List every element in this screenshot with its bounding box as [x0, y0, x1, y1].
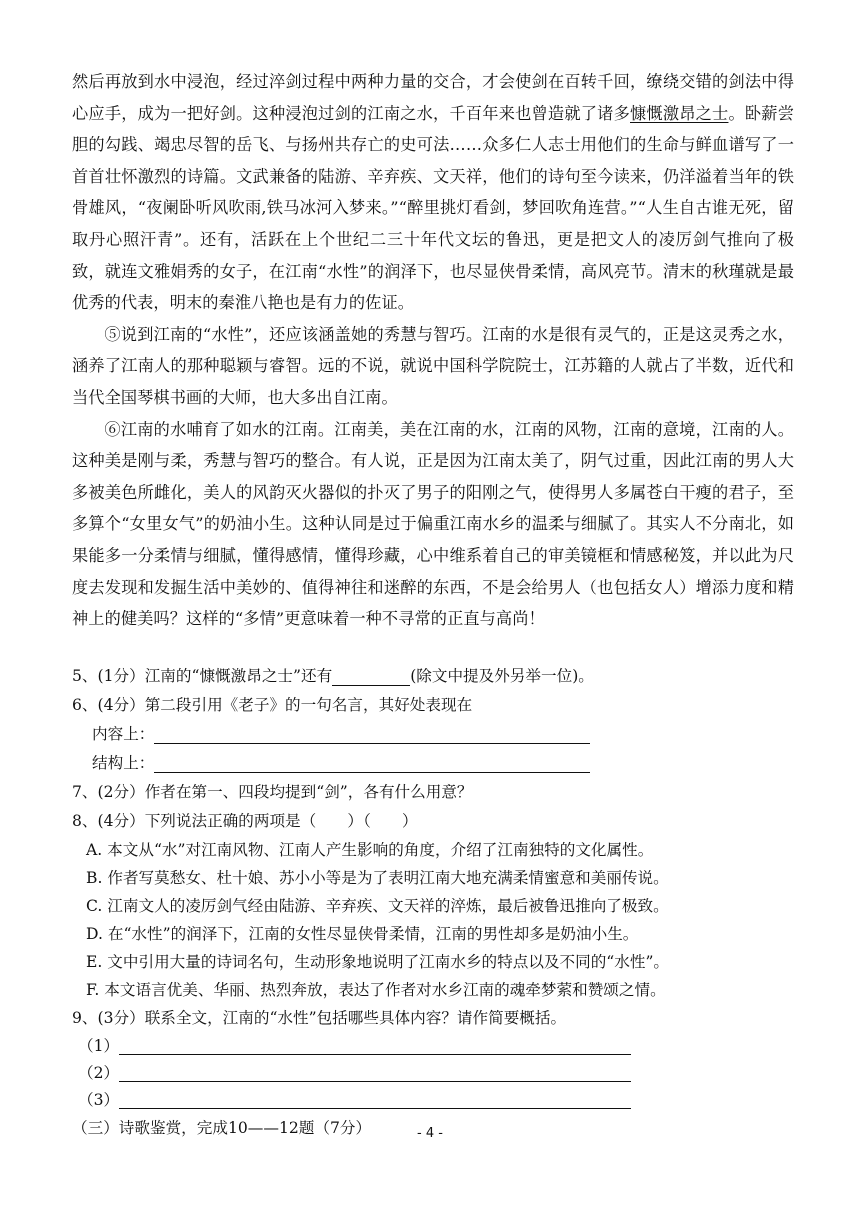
question-8-option-b: B. 作者写莫愁女、杜十娘、苏小小等是为了表明江南大地充满柔情蜜意和美丽传说。	[86, 869, 669, 887]
question-6-structure-line: 结构上：	[72, 749, 812, 778]
question-8: 8、(4分）下列说法正确的两项是（ ）（ ）	[72, 812, 418, 830]
question-8-option-a: A. 本文从“水”对江南风物、江南人产生影响的角度，介绍了江南独特的文化属性。	[86, 841, 654, 859]
question-6-structure-blank[interactable]	[154, 752, 590, 773]
question-6: 6、(4分）第二段引用《老子》的一句名言，其好处表现在	[72, 696, 473, 714]
question-5-blank[interactable]	[332, 665, 410, 686]
underlined-phrase: 慷慨激昂之士	[630, 103, 729, 123]
question-9-blank-1[interactable]	[119, 1034, 631, 1055]
question-section	[72, 662, 812, 1143]
question-7: 7、(2分）作者在第一、四段均提到“剑”，各有什么用意？	[72, 783, 473, 801]
reading-passage	[72, 66, 794, 635]
question-9-answer-2: （2）	[72, 1060, 812, 1087]
paragraph-4-continued: 然后再放到水中浸泡，经过淬剑过程中两种力量的交合，才会使剑在百转千回，缭绕交错的剑法中得心应手，成为一把好剑。这种浸泡过剑的江南之水，千百年来也曾造就了诸多慷慨激昂之士。卧薪尝胆的勾践、竭忠尽智的岳飞、与扬州共存亡的史可法……众多仁人志士用他们的生命与鲜血谱写了一首首壮怀激烈的诗篇。文武兼备的陆游、辛弃疾、文天祥，他们的诗句至今读来，仍洋溢着当年的铁骨雄风，“夜阑卧听风吹雨,铁马冰河入梦来。”“醉里挑灯看剑，梦回吹角连营。”“人生自古谁无死，留取丹心照汗青”。还有，活跃在上个世纪二三十年代文坛的鲁迅，更是把文人的凌厉剑气推向了极致，就连文雅娟秀的女子，在江南“水性”的润泽下，也尽显侠骨柔情，高风亮节。清末的秋瑾就是最优秀的代表，明末的秦淮八艳也是有力的佐证。	[72, 72, 794, 313]
paragraph-5: ⑤说到江南的“水性”，还应该涵盖她的秀慧与智巧。江南的水是很有灵气的，正是这灵秀之水，涵养了江南人的那种聪颖与睿智。远的不说，就说中国科学院院士，江苏籍的人就占了半数，近代和当代全国琴棋书画的大师，也大多出自江南。	[72, 324, 794, 407]
question-9-blank-3[interactable]	[119, 1088, 631, 1109]
paragraph-6: ⑥江南的水哺育了如水的江南。江南美，美在江南的水，江南的风物，江南的意境，江南的人。这种美是刚与柔，秀慧与智巧的整合。有人说，正是因为江南太美了，阴气过重，因此江南的男人大多被美色所雌化，美人的风韵灭火器似的扑灭了男子的阳刚之气，使得男人多属苍白干瘦的君子，至多算个“女里女气”的奶油小生。这种认同是过于偏重江南水乡的温柔与细腻了。其实人不分南北，如果能多一分柔情与细腻，懂得感情，懂得珍藏，心中维系着自己的审美镜框和情感秘笈，并以此为尺度去发现和发掘生活中美妙的、值得神往和迷醉的东西，不是会给男人（也包括女人）增添力度和精神上的健美吗？这样的“多情”更意味着一种不寻常的正直与高尚！	[72, 419, 794, 629]
question-8-option-f: F. 本文语言优美、华丽、热烈奔放，表达了作者对水乡江南的魂牵梦萦和赞颂之情。	[86, 981, 666, 999]
question-9-blank-2[interactable]	[119, 1061, 631, 1082]
question-9-answer-1: （1）	[72, 1033, 812, 1060]
question-6-content-blank[interactable]	[154, 723, 590, 744]
question-8-option-c: C. 江南文人的凌厉剑气经由陆游、辛弃疾、文天祥的淬炼，最后被鲁迅推向了极致。	[86, 897, 669, 915]
question-8-option-d: D. 在“水性”的润泽下，江南的女性尽显侠骨柔情，江南的男性却多是奶油小生。	[86, 925, 639, 943]
section-3-heading: （三）诗歌鉴赏，完成10——12题（7分）	[72, 1119, 372, 1137]
question-6-content-line: 内容上：	[72, 720, 812, 749]
question-9: 9、(3分）联系全文，江南的“水性”包括哪些具体内容？请作简要概括。	[72, 1009, 567, 1027]
question-8-option-e: E. 文中引用大量的诗词名句，生动形象地说明了江南水乡的特点以及不同的“水性”。	[86, 953, 670, 971]
question-5: 5、(1分）江南的“慷慨激昂之士”还有 (除文中提及外另举一位)。	[72, 667, 594, 685]
page-number: - 4 -	[417, 1126, 443, 1141]
question-9-answer-3: （3）	[72, 1087, 812, 1114]
